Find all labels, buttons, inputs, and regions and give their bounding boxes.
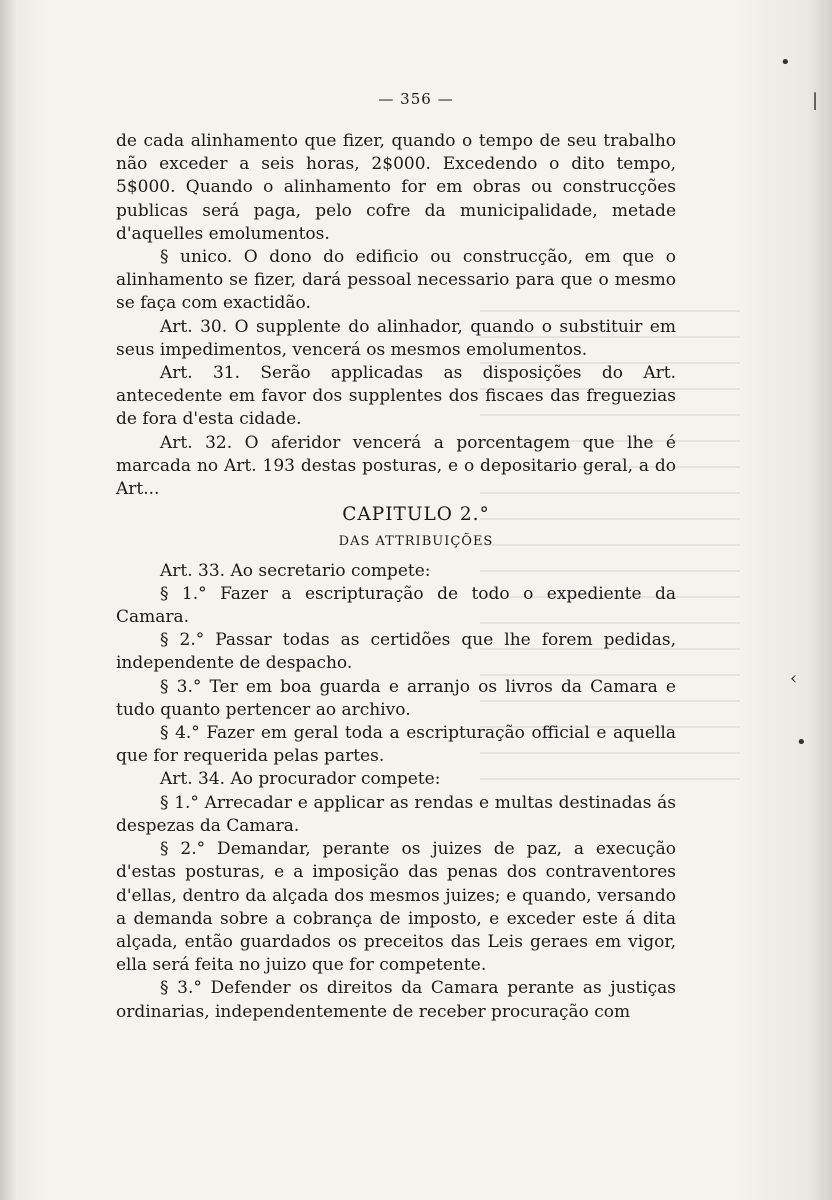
margin-mark: ‹ (790, 668, 798, 689)
paragraph: § 2.° Passar todas as certidões que lhe forem pedidas, independente de despacho. (116, 630, 676, 674)
paragraph: § unico. O dono do edificio ou construcção, em que o alinhamento se fizer, dará pessoal necessario para que o mesmo se faça com exactidão. (116, 247, 676, 314)
paragraph: § 3.° Defender os direitos da Camara perante as justiças ordinarias, independentemente de receber procuração com (116, 978, 676, 1022)
page-number: — 356 — (378, 90, 454, 108)
margin-mark: | (812, 90, 819, 111)
paragraph: § 4.° Fazer em geral toda a escripturação official e aquella que for requerida pelas partes. (116, 723, 676, 767)
paragraph: Art. 31. Serão applicadas as disposições do Art. antecedente em favor dos supplentes dos fiscaes das freguezias de fora d'esta cidade. (116, 363, 676, 430)
body-text (116, 130, 676, 1024)
page-edge-right (806, 0, 832, 1200)
paragraph: § 1.° Arrecadar e applicar as rendas e multas destinadas ás despezas da Camara. (116, 792, 676, 836)
paragraph: § 3.° Ter em boa guarda e arranjo os livros da Camara e tudo quanto pertencer ao archivo. (116, 676, 676, 720)
paragraph: Art. 34. Ao procurador compete: (160, 769, 441, 790)
page-edge-left (0, 0, 18, 1200)
margin-mark: • (796, 732, 807, 753)
paragraph: Art. 30. O supplente do alinhador, quando o substituir em seus impedimentos, vencerá os mesmos emolumentos. (116, 316, 676, 360)
margin-mark: • (780, 52, 791, 73)
paragraph: Art. 33. Ao secretario compete: (160, 560, 431, 581)
paragraph: § 1.° Fazer a escripturação de todo o expediente da Camara. (116, 583, 676, 628)
paragraph: § 2.° Demandar, perante os juizes de paz, a execução d'estas posturas, e a imposição das penas dos contraventores d'ellas, dentro da alçada dos mesmos juizes; e quando, versando a demanda sobre a cobrança de imposto, e exceder este á dita alçada, então guardados os preceitos das Leis geraes em vigor, ella será feita no juizo que for competente. (116, 839, 676, 976)
paragraph: de cada alinhamento que fizer, quando o tempo de seu trabalho não exceder a seis horas, 2$000. Excedendo o dito tempo, 5$000. Quando o alinhamento for em obras ou construcções publicas será paga, pelo cofre da municipalidade, metade d'aquelles emolumentos. (116, 131, 676, 244)
section-heading: DAS ATTRIBUIÇÕES (338, 534, 494, 550)
chapter-heading: CAPITULO 2.° (342, 504, 490, 526)
paragraph: Art. 32. O aferidor vencerá a porcentagem que lhe é marcada no Art. 193 destas posturas, e o depositario geral, a do Art... (116, 432, 676, 500)
